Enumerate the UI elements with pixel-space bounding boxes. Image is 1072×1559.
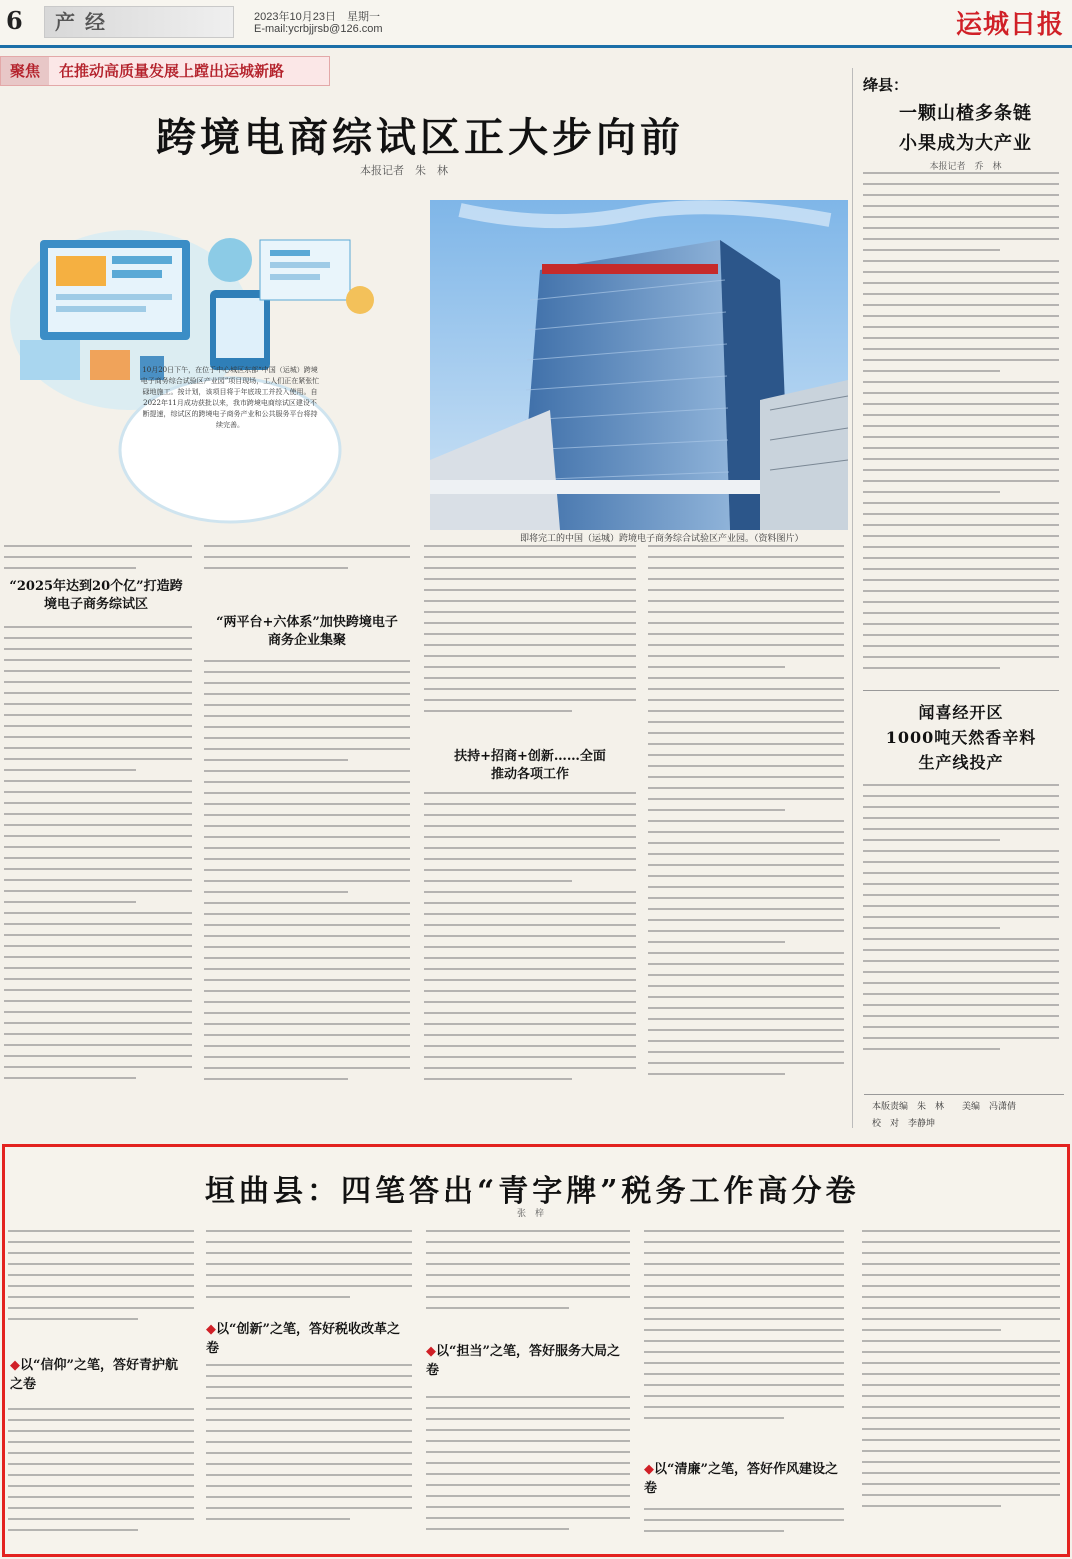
bottom-text-col4b [644, 1508, 844, 1550]
bullet-icon: ◆ [206, 1322, 216, 1337]
subhead-support-invest-innovate: 扶持+招商+创新……全面推动各项工作 [454, 749, 606, 782]
bottom-article-title: 垣曲县：四笔答出“青字牌”税务工作高分卷 [205, 1174, 860, 1209]
article-text-column-1b [4, 626, 192, 1131]
bottom-text-col2b [206, 1364, 412, 1548]
industrial-park-photo [430, 200, 848, 530]
newspaper-logo: 运城日报 [955, 10, 1064, 40]
illustration-caption: 10月20日下午，在位于中心城区东部“中国（运城）跨境电子商务综合试验区产业园”项目现场，工人们正在紧张忙碌地施工。按计划，该项目将于年底竣工并投入使用。自2022年11月成功获批以来，我市跨境电商综试区建设不断提速，综试区的跨境电子商务产业和公共服务平台将持续完善。 [140, 366, 320, 429]
editor-credits [864, 1094, 1064, 1130]
bottom-text-col1b [8, 1408, 194, 1548]
article-text-column-4 [648, 545, 844, 1130]
subhead-two-platforms: “两平台+六体系”加快跨境电子商务企业集聚 [216, 615, 398, 648]
bottom-article-byline: 张 梓 [517, 1209, 545, 1219]
right-column [852, 68, 1068, 1128]
bullet-icon: ◆ [426, 1344, 436, 1359]
bottom-subhead-faith: ◆以“信仰”之笔，答好青护航之卷 [10, 1358, 178, 1392]
article-text-column-2b [204, 660, 410, 1130]
article-text-column-2 [204, 545, 410, 595]
issue-email: E-mail:ycrbjjrsb@126.com [254, 23, 383, 35]
subhead-2025-goal: “2025年达到20个亿”打造跨境电子商务综试区 [9, 579, 183, 612]
bottom-text-col1a [8, 1230, 194, 1340]
right-story-byline: 本报记者 乔 林 [929, 162, 1002, 172]
bottom-subhead-responsibility: ◆以“担当”之笔，答好服务大局之卷 [426, 1344, 620, 1378]
page-number: 6 [6, 6, 23, 35]
bottom-text-col4a [644, 1230, 844, 1454]
focus-label: 聚焦 [1, 57, 49, 85]
article-text-column-3 [424, 545, 636, 740]
bottom-text-col5 [862, 1230, 1060, 1548]
article-text-column-3b [424, 792, 636, 1130]
photo-caption: 即将完工的中国（运城）跨境电子商务综合试验区产业园。（资料图片） [520, 534, 804, 544]
right-story2-title-line1: 闻喜经开区 [918, 703, 1004, 722]
right-story2-headline [863, 700, 1059, 773]
right-story-title-line1: 一颗山楂多条链 [899, 103, 1032, 124]
bottom-text-col3a [426, 1230, 630, 1334]
story-divider [863, 690, 1059, 691]
bottom-text-col3b [426, 1396, 630, 1548]
issue-date: 2023年10月23日 星期一 [254, 11, 380, 23]
bottom-subhead-innovation: ◆以“创新”之笔，答好税收改革之卷 [206, 1322, 400, 1356]
right-story-title-line2: 小果成为大产业 [899, 133, 1032, 154]
right-story-county: 绛县： [863, 76, 909, 94]
focus-banner [0, 56, 330, 86]
main-headline: 跨境电商综试区正大步向前 [156, 114, 684, 161]
bottom-text-col2a [206, 1230, 412, 1316]
bottom-subhead-integrity: ◆以“清廉”之笔，答好作风建设之卷 [644, 1462, 838, 1496]
right-story2-text [863, 784, 1059, 1084]
right-story2-title-line3: 生产线投产 [918, 753, 1004, 772]
building-photo-graphic [430, 200, 848, 530]
bullet-icon: ◆ [10, 1358, 20, 1373]
section-label: 产经 [44, 6, 234, 38]
right-story-text [863, 172, 1059, 692]
right-story2-title-line2: 1000吨天然香辛料 [885, 728, 1037, 747]
editor-line2: 校 对 李静坤 [872, 1119, 936, 1129]
masthead [0, 0, 1072, 48]
focus-title: 在推动高质量发展上蹚出运城新路 [59, 62, 285, 80]
main-byline: 本报记者 朱 林 [360, 164, 448, 177]
bullet-icon: ◆ [644, 1462, 654, 1477]
editor-line1: 本版责编 朱 林 美编 冯潇倩 [872, 1102, 1017, 1112]
